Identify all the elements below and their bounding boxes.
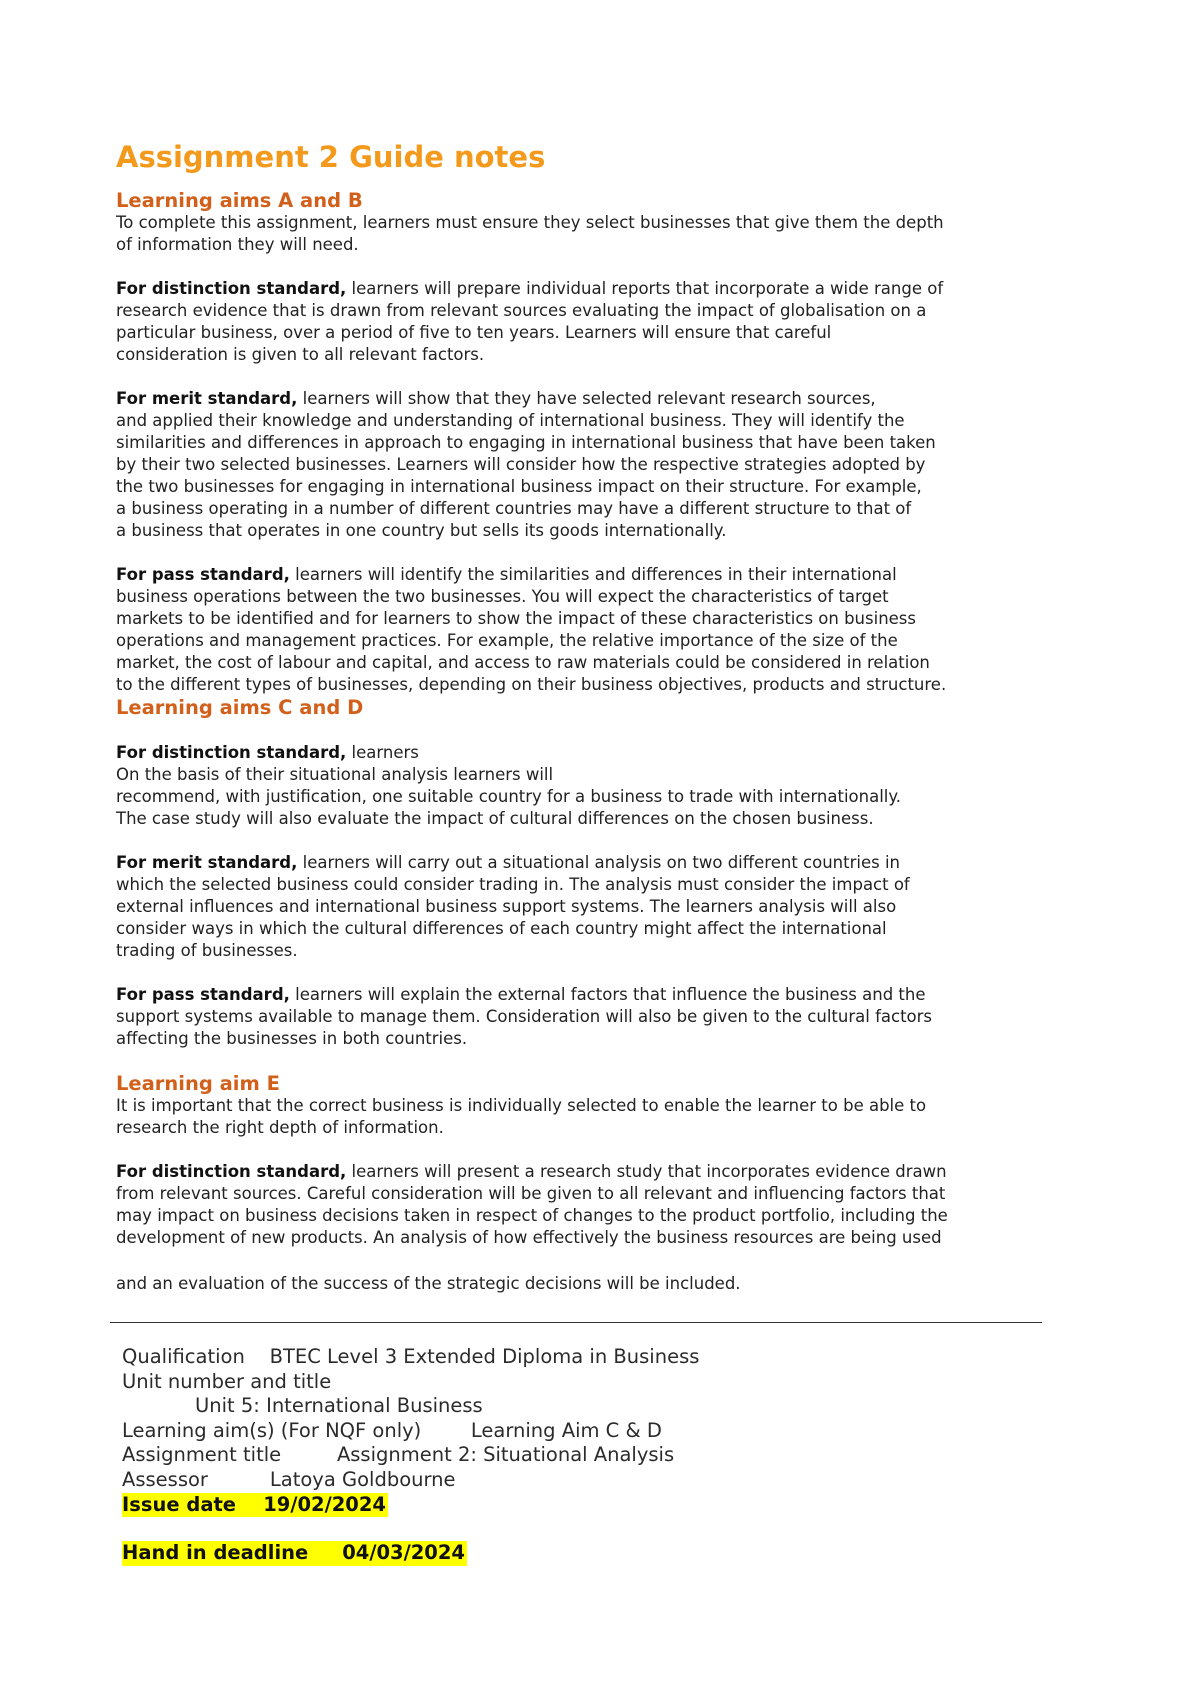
- standard-label: For distinction standard,: [116, 1161, 347, 1181]
- unit-value: Unit 5: International Business: [195, 1394, 483, 1418]
- merit-cd: For merit standard, learners will carry out a situational analysis on two different countries in which the selected business could consider trading in. The analysis must consider the impact of external influences and international business support systems. The learners analysis will also consider ways in which the cultural differences of each country might affect the international trading of businesses.: [116, 852, 910, 960]
- pass-cd: For pass standard, learners will explain the external factors that influence the business and the support systems available to manage them. Consideration will also be given to the cultural factors affecting the businesses in both countries.: [116, 984, 933, 1048]
- assessor-label: Assessor: [122, 1467, 208, 1491]
- page-title: Assignment 2 Guide notes: [116, 140, 546, 174]
- intro-e: It is important that the correct business is individually selected to enable the learner to be able to research the right depth of information.: [116, 1095, 927, 1137]
- qualification-row: [122, 1345, 699, 1370]
- standard-label: For pass standard,: [116, 565, 290, 585]
- deadline-highlight: [122, 1541, 467, 1566]
- assignment-info: [122, 1345, 699, 1566]
- standard-label: For distinction standard,: [116, 742, 347, 762]
- deadline-label: Hand in deadline: [122, 1541, 309, 1565]
- assignment-value: Assignment 2: Situational Analysis: [336, 1443, 675, 1467]
- assessor-value: Latoya Goldbourne: [269, 1467, 456, 1491]
- standard-label: For merit standard,: [116, 852, 298, 872]
- standard-label: For distinction standard,: [116, 279, 347, 299]
- aims-value: Learning Aim C & D: [470, 1418, 662, 1442]
- pass-ab: For pass standard, learners will identify the similarities and differences in their international business operations between the two businesses. You will expect the characteristics of target markets to be identified and for learners to show the impact of these characteristics on business operations and management practices. For example, the relative importance of the size of the market, the cost of labour and capital, and access to raw materials could be considered in relation to the different types of businesses, depending on their business objectives, products and structure.: [116, 565, 947, 695]
- section-heading-cd: Learning aims C and D: [116, 696, 364, 720]
- guide-notes: [116, 140, 1046, 1295]
- distinction-e: For distinction standard, learners will present a research study that incorporates evidence drawn from relevant sources. Careful consideration will be given to all relevant and influencing factors that may impact on business decisions taken in respect of changes to the product portfolio, including the development of new products. An analysis of how effectively the business resources are being used: [116, 1161, 948, 1247]
- issue-date-row: [122, 1493, 699, 1518]
- intro-ab: To complete this assignment, learners must ensure they select businesses that give them the depth of information they will need.: [116, 213, 944, 255]
- qualification-value: BTEC Level 3 Extended Diploma in Business: [269, 1345, 700, 1368]
- aims-label: Learning aim(s) (For NQF only): [122, 1418, 422, 1442]
- tail-e: and an evaluation of the success of the strategic decisions will be included.: [116, 1273, 741, 1293]
- deadline-row: [122, 1541, 699, 1566]
- aims-row: [122, 1419, 699, 1444]
- assignment-label: Assignment title: [122, 1443, 282, 1467]
- unit-label: Unit number and title: [122, 1369, 332, 1393]
- deadline-value: 04/03/2024: [342, 1541, 465, 1565]
- distinction-cd: For distinction standard, learners On the basis of their situational analysis learners will recommend, with justification, one suitable country for a business to trade with internationally. The case study will also evaluate the impact of cultural differences on the chosen business.: [116, 742, 902, 828]
- issue-date-label: Issue date: [122, 1492, 237, 1516]
- divider: [110, 1322, 1042, 1323]
- merit-ab: For merit standard, learners will show that they have selected relevant research sources, and applied their knowledge and understanding of international business. They will identify the similarities and differences in approach to engaging in international business that have been taken by their two selected businesses. Learners will consider how the respective strategies adopted by the two businesses for engaging in international business impact on their structure. For example, a business operating in a number of different countries may have a different structure to that of a business that operates in one country but sells its goods internationally.: [116, 389, 936, 541]
- standard-label: For pass standard,: [116, 984, 290, 1004]
- issue-date-highlight: [122, 1493, 388, 1518]
- section-heading-ab: Learning aims A and B: [116, 188, 363, 212]
- assessor-row: [122, 1468, 699, 1493]
- distinction-ab: For distinction standard, learners will prepare individual reports that incorporate a wide range of research evidence that is drawn from relevant sources evaluating the impact of globalisation on a particular business, over a period of five to ten years. Learners will ensure that careful consideration is given to all relevant factors.: [116, 279, 944, 365]
- qualification-label: Qualification: [122, 1345, 245, 1368]
- section-heading-e: Learning aim E: [116, 1071, 280, 1095]
- assignment-row: [122, 1443, 699, 1468]
- standard-label: For merit standard,: [116, 389, 298, 409]
- issue-date-value: 19/02/2024: [263, 1492, 386, 1516]
